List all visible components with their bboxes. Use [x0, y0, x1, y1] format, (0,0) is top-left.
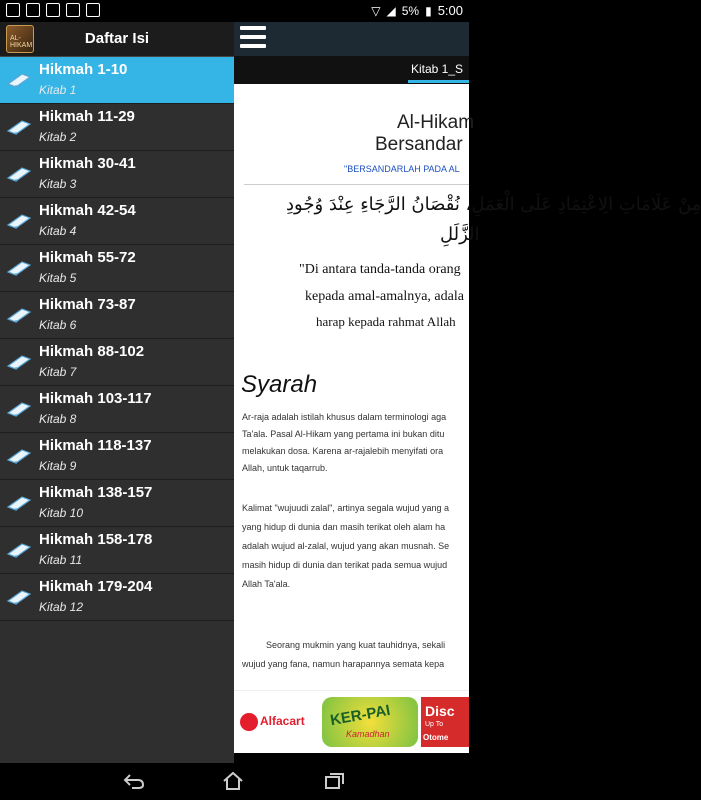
chapter-subtitle: Kitab 5 [39, 271, 77, 285]
paragraph-line: Ta'ala. Pasal Al-Hikam yang pertama ini bukan ditu [242, 429, 445, 439]
book-icon [7, 354, 31, 370]
download-icon [86, 3, 100, 17]
chapter-title: Hikmah 1-10 [39, 61, 128, 78]
book-icon [7, 495, 31, 511]
book-icon [7, 589, 31, 605]
book-icon [7, 72, 31, 88]
chapter-title: Hikmah 55-72 [39, 249, 136, 266]
book-icon [7, 307, 31, 323]
chapter-subtitle: Kitab 12 [39, 600, 84, 614]
chapter-subtitle: Kitab 1 [39, 83, 77, 97]
navigation-drawer [0, 22, 234, 763]
paragraph-line: yang hidup di dunia dan masih terikat oleh alam ha [242, 522, 446, 532]
chapter-item-11[interactable] [0, 527, 234, 574]
tab-indicator [408, 80, 469, 83]
system-nav-bar [0, 763, 469, 800]
book-icon [7, 166, 31, 182]
chapter-item-7[interactable] [0, 339, 234, 386]
book-icon [7, 213, 31, 229]
paragraph-line: Kalimat "wujuudi zalal", artinya segala wujud yang a [242, 503, 450, 513]
ker-pai-logo: KER-PAI Kamadhan [322, 697, 418, 747]
chapter-subtitle: Kitab 9 [39, 459, 77, 473]
paragraph-line: Seorang mukmin yang kuat tauhidnya, sekali [266, 640, 446, 650]
app-logo-icon[interactable]: AL-HIKAM [6, 25, 34, 53]
book-icon [7, 542, 31, 558]
chapter-item-10[interactable] [0, 480, 234, 527]
book-icon [7, 119, 31, 135]
ad-banner[interactable] [234, 690, 469, 753]
chapter-subtitle: Kitab 10 [39, 506, 84, 520]
chapter-item-2[interactable] [0, 104, 234, 151]
chapter-item-3[interactable] [0, 151, 234, 198]
battery-icon: ▮ [425, 3, 432, 18]
chapter-item-9[interactable] [0, 433, 234, 480]
image-icon [46, 3, 60, 17]
divider [244, 184, 469, 185]
battery-level: 5% [401, 3, 420, 18]
chapter-item-1[interactable] [0, 57, 234, 104]
home-icon[interactable] [222, 772, 244, 790]
chapter-item-8[interactable] [0, 386, 234, 433]
chapter-title: Hikmah 11-29 [39, 108, 135, 125]
book-icon [7, 401, 31, 417]
clock: 5:00 [437, 3, 463, 18]
chapter-subtitle: Kitab 2 [39, 130, 77, 144]
chapter-title: Hikmah 73-87 [39, 296, 136, 313]
chapter-item-12[interactable] [0, 574, 234, 621]
paragraph-line: masih hidup di dunia dan terikat pada semua wujud [242, 560, 448, 570]
chapter-item-6[interactable] [0, 292, 234, 339]
translation-line-1: "Di antara tanda-tanda orang [299, 262, 461, 277]
content-title-line2: Bersandar [375, 134, 463, 155]
paragraph-line: wujud yang fana, namun harapannya semata kepa [242, 659, 445, 669]
drawer-title: Daftar Isi [84, 30, 150, 47]
paragraph-line: Allah, untuk taqarrub. [242, 463, 328, 473]
tab-strip [234, 56, 469, 84]
shop-icon [66, 3, 80, 17]
chapter-title: Hikmah 103-117 [39, 390, 152, 407]
chapter-subtitle: Kitab 3 [39, 177, 77, 191]
chapter-subtitle: Kitab 8 [39, 412, 77, 426]
chapter-subtitle: Kitab 7 [39, 365, 77, 379]
chapter-title: Hikmah 88-102 [39, 343, 145, 360]
content-subtitle: "BERSANDARLAH PADA AL [344, 164, 460, 174]
status-bar [0, 0, 469, 22]
action-bar [234, 22, 469, 56]
notification-icon [6, 3, 20, 17]
chapter-title: Hikmah 118-137 [39, 437, 152, 454]
reading-content[interactable] [234, 84, 701, 752]
section-heading: Syarah [241, 371, 318, 398]
discount-promo: Disc Up To Otome [421, 697, 469, 747]
content-title: Al-Hikam [397, 112, 475, 133]
signal-icon: ◢ [386, 3, 396, 18]
back-icon[interactable] [123, 772, 145, 790]
chapter-item-5[interactable] [0, 245, 234, 292]
chapter-title: Hikmah 179-204 [39, 578, 153, 595]
chapter-list [0, 57, 234, 621]
translation-line-3: harap kepada rahmat Allah [316, 314, 456, 329]
arabic-text-line2: الزَّلَلِ [440, 224, 480, 245]
chapter-title: Hikmah 30-41 [39, 155, 136, 172]
paragraph-line: adalah wujud al-zalal, wujud yang akan musnah. Se [242, 541, 450, 551]
chapter-subtitle: Kitab 6 [39, 318, 77, 332]
alfacart-logo: Alfacart [240, 711, 314, 733]
book-icon [7, 448, 31, 464]
paragraph-line: Ar-raja adalah istilah khusus dalam terminologi aga [242, 412, 447, 422]
chapter-subtitle: Kitab 11 [39, 553, 83, 567]
wifi-icon: ▽ [371, 3, 381, 18]
chapter-title: Hikmah 158-178 [39, 531, 153, 548]
paragraph-line: melakukan dosa. Karena ar-rajalebih menyifati ora [242, 446, 444, 456]
chapter-subtitle: Kitab 4 [39, 224, 77, 238]
tab-kitab-1[interactable]: Kitab 1_S [410, 62, 463, 76]
book-icon [7, 260, 31, 276]
hamburger-menu-icon[interactable] [240, 26, 266, 50]
drawer-header [0, 22, 234, 57]
translation-line-2: kepada amal-amalnya, adala [305, 289, 464, 304]
folder-icon [26, 3, 40, 17]
arabic-text: مِنْ عَلَامَاتِ الِاعْتِمَادِ عَلَى الْعَمَلِ، نُقْصَانُ الرَّجَاءِ عِنْدَ وُجُودِ [286, 194, 701, 215]
chapter-title: Hikmah 138-157 [39, 484, 153, 501]
chapter-title: Hikmah 42-54 [39, 202, 136, 219]
chapter-item-4[interactable] [0, 198, 234, 245]
recent-apps-icon[interactable] [323, 772, 345, 790]
paragraph-line: Allah Ta'ala. [242, 579, 291, 589]
